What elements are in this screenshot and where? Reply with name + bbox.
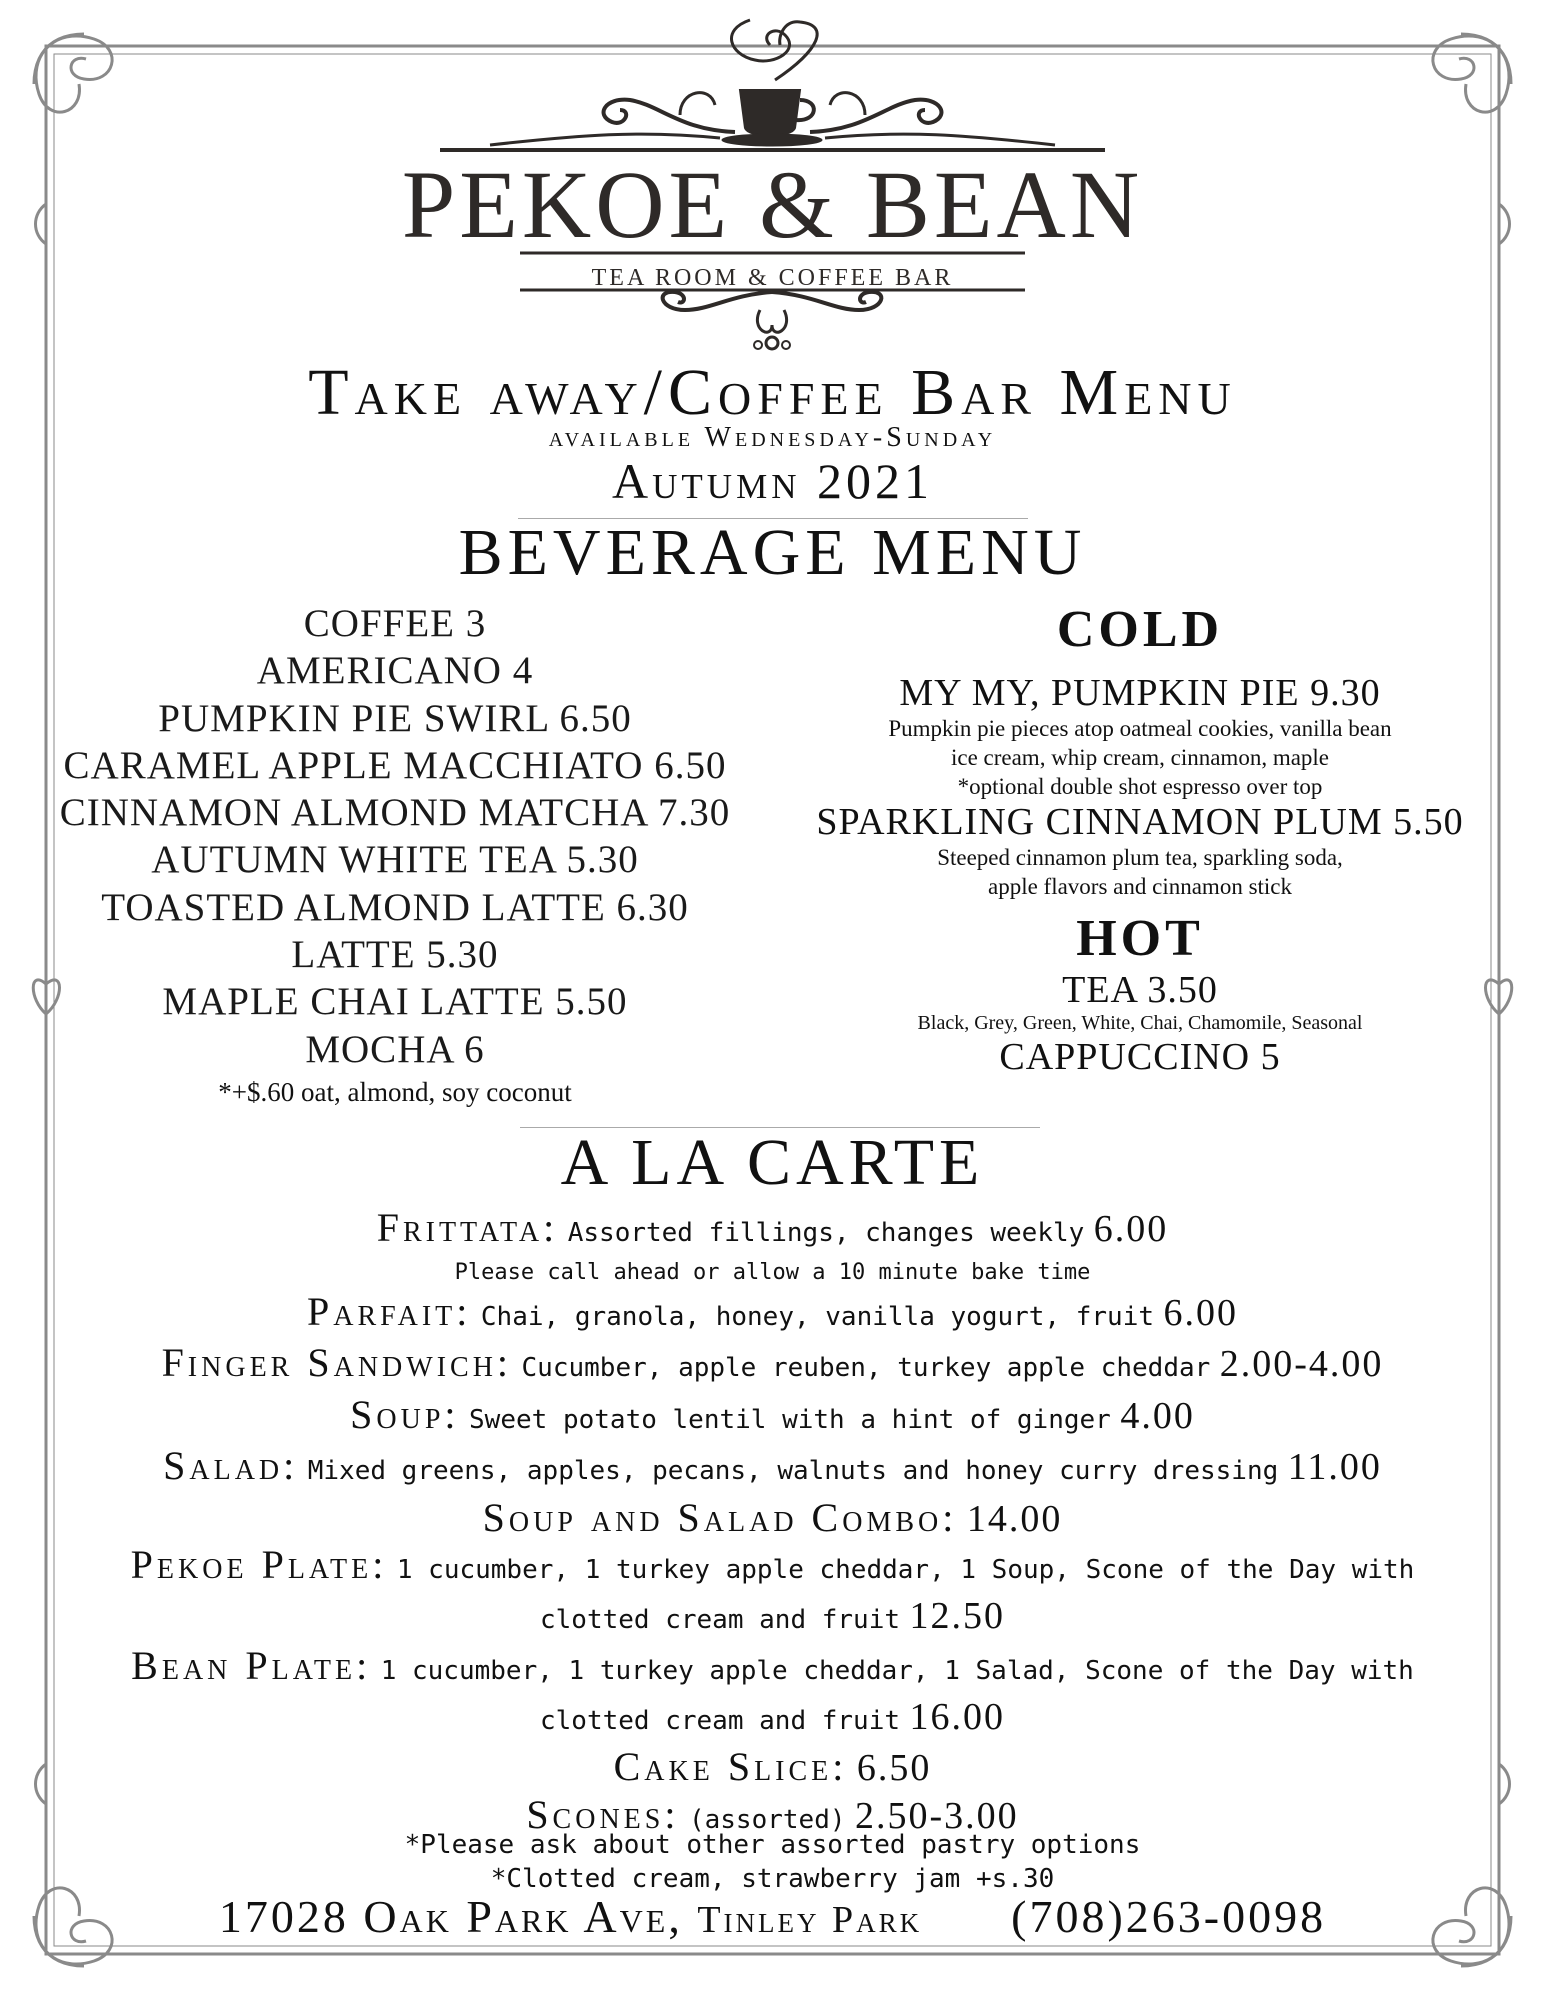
menu-row-pekoe-plate bbox=[40, 1542, 1505, 1594]
cold-item: SPARKLING CINNAMON PLUM 5.50 bbox=[816, 801, 1464, 843]
brand-name: PEKOE & BEAN bbox=[401, 151, 1144, 258]
item-name: Soup: bbox=[350, 1391, 460, 1437]
item-price: 16.00 bbox=[909, 1695, 1006, 1738]
item-description: Cucumber, apple reuben, turkey apple cheddar bbox=[521, 1353, 1211, 1383]
hot-item: TEA 3.50 bbox=[1062, 969, 1218, 1011]
menu-row-bean-plate-cont bbox=[40, 1695, 1505, 1745]
milk-note: *+$.60 oat, almond, soy coconut bbox=[218, 1076, 572, 1107]
item-price: 11.00 bbox=[1287, 1446, 1382, 1488]
beverage-item: CINNAMON ALMOND MATCHA 7.30 bbox=[59, 791, 731, 835]
menu-row-finger-sandwich bbox=[40, 1340, 1505, 1392]
beverage-item: MOCHA 6 bbox=[305, 1027, 485, 1071]
footnote: *Please ask about other assorted pastry options bbox=[404, 1830, 1141, 1860]
item-description: 1 cucumber, 1 turkey apple cheddar, 1 Salad, Scone of the Day with bbox=[380, 1656, 1414, 1686]
beverage-item: AMERICANO 4 bbox=[256, 649, 534, 693]
item-description: ice cream, whip cream, cinnamon, maple bbox=[950, 745, 1330, 770]
menu-row-pekoe-plate-cont bbox=[40, 1594, 1505, 1644]
footnote: *Clotted cream, strawberry jam +s.30 bbox=[490, 1864, 1055, 1894]
item-description: Assorted fillings, changes weekly bbox=[567, 1218, 1085, 1248]
item-description: clotted cream and fruit bbox=[539, 1604, 901, 1635]
item-description: *optional double shot espresso over top bbox=[957, 774, 1323, 799]
menu-row-soup bbox=[40, 1392, 1505, 1444]
item-description: Chai, granola, honey, vanilla yogurt, fruit bbox=[480, 1301, 1154, 1332]
beverage-item: TOASTED ALMOND LATTE 6.30 bbox=[101, 885, 689, 929]
menu-row-parfait bbox=[40, 1289, 1505, 1341]
beverage-item: MAPLE CHAI LATTE 5.50 bbox=[162, 980, 628, 1024]
alacarte-heading: A LA CARTE bbox=[560, 1126, 985, 1199]
item-price: 14.00 bbox=[966, 1497, 1063, 1540]
item-description: Pumpkin pie pieces atop oatmeal cookies, vanilla bean bbox=[888, 716, 1392, 741]
menu-row-cake bbox=[40, 1744, 1505, 1792]
item-name: Salad: bbox=[163, 1443, 299, 1488]
footnotes bbox=[0, 1828, 1545, 1896]
beverage-item: COFFEE 3 bbox=[303, 602, 487, 645]
item-name: Frittata: bbox=[376, 1205, 559, 1250]
item-name: Scones: bbox=[526, 1791, 680, 1837]
brand-logo bbox=[380, 10, 1165, 355]
item-name: Soup and Salad Combo: bbox=[482, 1494, 958, 1540]
beverage-heading: BEVERAGE MENU bbox=[458, 516, 1087, 589]
beverage-item: PUMPKIN PIE SWIRL 6.50 bbox=[158, 696, 632, 740]
item-name: Pekoe Plate: bbox=[130, 1542, 388, 1587]
item-description: clotted cream and fruit bbox=[539, 1705, 901, 1736]
contact-line bbox=[0, 1890, 1545, 1943]
hot-item: CAPPUCCINO 5 bbox=[999, 1036, 1281, 1078]
cold-heading: COLD bbox=[1056, 601, 1224, 658]
item-description: Mixed greens, apples, pecans, walnuts and honey curry dressing bbox=[307, 1456, 1279, 1486]
item-description: Steeped cinnamon plum tea, sparkling soda, bbox=[937, 845, 1343, 870]
city: Tinley Park bbox=[697, 1899, 923, 1941]
item-description: apple flavors and cinnamon stick bbox=[987, 874, 1293, 899]
menu-row-salad bbox=[40, 1443, 1505, 1495]
menu-row-bean-plate bbox=[40, 1643, 1505, 1695]
beverage-item: LATTE 5.30 bbox=[291, 933, 499, 977]
item-name: Cake Slice: bbox=[613, 1744, 848, 1789]
item-name: Bean Plate: bbox=[131, 1643, 372, 1688]
street-address: 17028 Oak Park Ave, bbox=[218, 1891, 683, 1942]
alacarte-list bbox=[40, 1205, 1505, 1843]
item-price: 6.50 bbox=[856, 1747, 932, 1789]
item-description: Black, Grey, Green, White, Chai, Chamomile, Seasonal bbox=[917, 1012, 1363, 1034]
item-price: 6.00 bbox=[1163, 1291, 1238, 1334]
brand-tagline: TEA ROOM & COFFEE BAR bbox=[591, 265, 954, 291]
availability-text: available Wednesday-Sunday bbox=[548, 422, 997, 453]
item-name: Parfait: bbox=[307, 1288, 472, 1334]
menu-title: Take away/Coffee Bar Menu bbox=[308, 356, 1237, 429]
hot-heading: HOT bbox=[1076, 910, 1204, 967]
beverage-item: AUTUMN WHITE TEA 5.30 bbox=[151, 838, 639, 882]
item-name: Finger Sandwich: bbox=[161, 1340, 513, 1385]
phone-number: (708)263-0098 bbox=[1011, 1891, 1327, 1942]
beverage-list-right bbox=[775, 600, 1505, 1078]
cold-item: MY MY, PUMPKIN PIE 9.30 bbox=[899, 672, 1381, 714]
beverage-item: CARAMEL APPLE MACCHIATO 6.50 bbox=[63, 743, 727, 787]
item-price: 4.00 bbox=[1120, 1394, 1195, 1437]
menu-row-combo bbox=[40, 1495, 1505, 1543]
menu-row-frittata bbox=[40, 1205, 1505, 1257]
season-text: Autumn 2021 bbox=[612, 453, 933, 509]
item-description: (assorted) bbox=[688, 1804, 846, 1835]
frittata-note: Please call ahead or allow a 10 minute bake time bbox=[454, 1259, 1091, 1285]
item-description: 1 cucumber, 1 turkey apple cheddar, 1 Soup, Scone of the Day with bbox=[396, 1555, 1415, 1585]
item-price: 2.50-3.00 bbox=[855, 1794, 1019, 1837]
item-description: Sweet potato lentil with a hint of ginger bbox=[469, 1404, 1111, 1435]
item-price: 6.00 bbox=[1093, 1208, 1169, 1250]
beverage-list-left bbox=[40, 600, 750, 1111]
item-price: 12.50 bbox=[909, 1594, 1006, 1637]
item-price: 2.00-4.00 bbox=[1219, 1343, 1384, 1385]
